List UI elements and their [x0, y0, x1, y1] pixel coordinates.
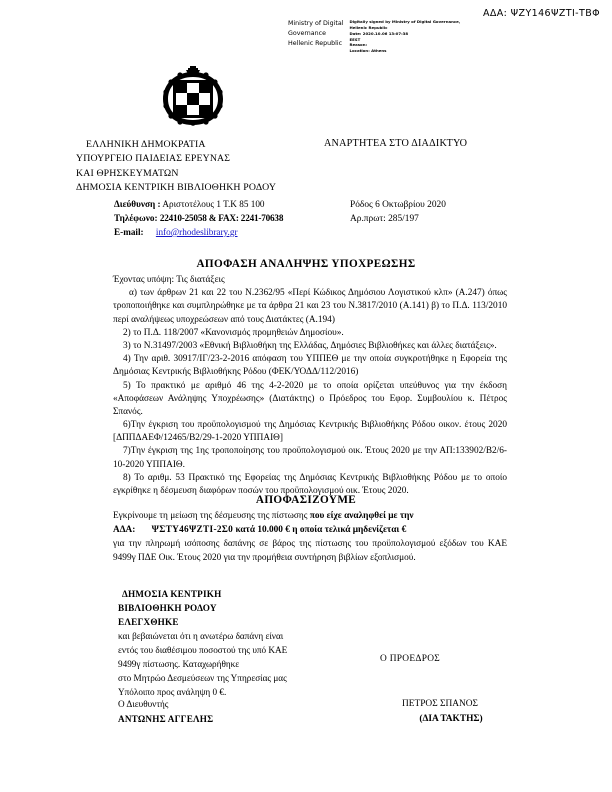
president-signature-block [360, 697, 520, 727]
decision-lead-text: Εγκρίνουμε τη μείωση της δέσμευσης της πίστωσης [113, 511, 310, 521]
signature-organization [288, 19, 343, 48]
issuing-authority-block [76, 138, 276, 195]
footer-org-line-1: ΔΗΜΟΣΙΑ ΚΕΝΤΡΙΚΗ [122, 589, 222, 599]
phone-line [114, 212, 283, 226]
clause-8: 8) Το αριθμ. 53 Πρακτικό της Εφορείας της Δημόσιας Κεντρικής Βιβλιοθήκης Ρόδου με το οποίο εγκρίθηκε η δέσμευση διαφόρων ποσών του προϋπολογισμού οικ. Έτους 2020. [113, 472, 507, 496]
decision-lead-bold: που είχε αναληφθεί με την [309, 511, 414, 521]
contact-block [114, 198, 283, 240]
authority-line-ministry-2: ΚΑΙ ΘΡΗΣΚΕΥΜΑΤΩΝ [76, 167, 179, 179]
document-meta [350, 198, 446, 227]
page-title: ΑΠΟΦΑΣΗ ΑΝΑΛΗΨΗΣ ΥΠΟΧΡΕΩΣΗΣ [196, 258, 416, 270]
signature-org-line-2: Governance [288, 29, 326, 37]
signature-detail-line-5: Reason: [349, 42, 368, 48]
signature-details [349, 19, 460, 54]
publication-note: ΑΝΑΡΤΗΤΕΑ ΣΤΟ ΔΙΑΔΙΚΤΥΟ [324, 138, 468, 149]
decision-lead-line [113, 510, 507, 524]
verification-block [118, 588, 368, 700]
clause-3: 3) το Ν.31497/2003 «Εθνική Βιβλιοθήκη της Ελλάδας, Δημόσιες Βιβλιοθήκες και άλλες διατάξεις». [123, 340, 497, 351]
clause-6: 6)Την έγκριση του προϋπολογισμού της Δημόσιας Κεντρικής Βιβλιοθήκης Ρόδου οικον. έτους 2020 [ΔΠΠΔΑΕΦ/12465/Β2/29-1-2020 ΥΠΠΑΙΘ] [113, 420, 507, 444]
president-role: (ΔΙΑ ΤΑΚΤΗΣ) [419, 714, 483, 725]
authority-line-republic: ΕΛΛΗΝΙΚΗ ΔΗΜΟΚΡΑΤΙΑ [86, 139, 206, 150]
hellenic-coat-of-arms-icon [157, 66, 229, 128]
cert-line-3: 9499γ πίστωσης. Καταχωρήθηκε [118, 658, 240, 669]
address-line [114, 198, 283, 212]
clause-a: α) των άρθρων 21 και 22 του Ν.2362/95 «Περί Κώδικος Δημόσιου Λογιστικού κλπ» (Α.247) όπως τροποποιήθηκε και συμπληρώθηκε με τα άρθρα 21 και 23 του Ν.3817/2010 (Α.141) β) το Π.Δ. 113/2010 περί αναλήψεως υποχρεώσεων από τους Διατάκτες (Α.194) [113, 288, 507, 325]
amount-value: 10.000 € [257, 524, 290, 535]
ada-header-code: ΑΔΑ: ΨΖΥ146ΨΖΤΙ-ΤΒΦ [482, 8, 600, 19]
authority-line-library: ΔΗΜΟΣΙΑ ΚΕΝΤΡΙΚΗ ΒΙΒΛΙΟΘΗΚΗ ΡΟΔΟΥ [76, 181, 277, 193]
signature-detail-line-6: Location: Athens [349, 48, 387, 54]
clause-7: 7)Την έγκριση της 1ης τροποποίησης του προϋπολογισμού οικ. Έτους 2020 με την ΑΠ:133902/Β2/6-10-2020 ΥΠΠΑΙΘ. [113, 446, 507, 470]
amount-prefix: κατά [235, 524, 256, 535]
email-label: E-mail: [114, 226, 144, 237]
cert-line-2: εντός του διαθέσιμου ποσοστού της υπό ΚΑΕ [118, 644, 288, 655]
clause-2: 2) το Π.Δ. 118/2007 «Κανονισμός προμηθειών Δημοσίου». [123, 327, 344, 338]
authority-line-ministry-1: ΥΠΟΥΡΓΕΙΟ ΠΑΙΔΕΙΑΣ ΕΡΕΥΝΑΣ [76, 153, 231, 165]
signature-detail-line-3: Date: 2020.10.06 13:07:38 [349, 30, 409, 36]
protocol-number: Αρ.πρωτ: 285/197 [350, 214, 419, 225]
cert-line-1: και βεβαιώνεται ότι η ανωτέρω δαπάνη είναι [118, 630, 284, 641]
decision-heading: ΑΠΟΦΑΣΙΖΟΥΜΕ [255, 494, 357, 506]
clause-4: 4) Την αριθ. 30917/ΙΓ/23-2-2016 απόφαση του ΥΠΠΕΘ με την οποία συγκροτήθηκε η Εφορεία της Δημόσιας Κεντρικής Βιβλιοθήκης Ρόδου (ΦΕΚ/ΥΟΔΔ/112/2016) [113, 354, 507, 378]
signature-detail-line-1: Digitally signed by Ministry of Digital Governance, [349, 19, 461, 24]
phone-value: 22410-25058 & FAX: 2241-70638 [159, 212, 284, 223]
address-label: Διεύθυνση : [114, 199, 161, 209]
director-role: Ο Διευθυντής [118, 699, 169, 709]
footer-org-line-2: ΒΙΒΛΙΟΘΗΚΗ ΡΟΔΟΥ [118, 602, 217, 613]
email-line [114, 226, 283, 240]
signature-detail-line-4: EEST [349, 36, 361, 42]
signature-org-line-3: Hellenic Republic [288, 39, 343, 47]
amount-suffix: η οποία τελικά μηδενίζεται € [292, 524, 407, 535]
place-and-date: Ρόδος 6 Οκτωβρίου 2020 [350, 200, 446, 210]
decision-tail: για την πληρωμή ισόποσης δαπάνης σε βάρος της πίστωσης του προϋπολογισμού εξόδων του ΚΑΕ 9499γ ΠΔΕ Οικ. Έτους 2020 για την προμήθεια συντήρηση βιβλίων εξοπλισμού. [113, 538, 507, 563]
address-value: Αριστοτέλους 1 Τ.Κ 85 100 [162, 199, 265, 209]
body-intro: Έχοντας υπόψη: Τις διατάξεις [113, 275, 225, 285]
document-body [113, 274, 507, 498]
cert-line-4: στο Μητρώο Δεσμεύσεων της Υπηρεσίας μας [118, 672, 287, 683]
cert-line-5: Υπόλοιπο προς ανάληψη 0 €. [118, 686, 227, 697]
signature-detail-line-2: Hellenic Republic [349, 24, 388, 30]
president-label: Ο ΠΡΟΕΔΡΟΣ [380, 654, 441, 664]
digital-signature-stamp [288, 19, 460, 54]
director-name: ΑΝΤΩΝΗΣ ΑΓΓΕΛΗΣ [118, 713, 214, 724]
decision-ada-label: ΑΔΑ: [113, 524, 136, 535]
president-name: ΠΕΤΡΟΣ ΣΠΑΝΟΣ [401, 699, 478, 709]
clause-5: 5) Το πρακτικό με αριθμό 46 της 4-2-2020 με το οποία ορίζεται υπεύθυνος για την έκδοση «Αποφάσεων Ανάληψης Υποχρέωσης» (Διατάκτης) ο Πρόεδρος του Εφορ. Συμβουλίου κ. Πέτρος Σπανός. [113, 380, 507, 417]
director-signature-block [118, 697, 213, 726]
decision-block [113, 510, 507, 566]
email-link[interactable]: info@rhodeslibrary.gr [155, 226, 238, 237]
phone-label: Τηλέφωνο: [114, 212, 158, 223]
footer-checked-label: ΕΛΕΓΧΘΗΚΕ [118, 616, 179, 627]
signature-org-line-1: Ministry of Digital [288, 20, 344, 27]
decision-ada-line [113, 524, 507, 538]
decision-ada-code: ΨΣΤΥ46ΨΖΤΙ-2Σ0 [151, 524, 234, 535]
